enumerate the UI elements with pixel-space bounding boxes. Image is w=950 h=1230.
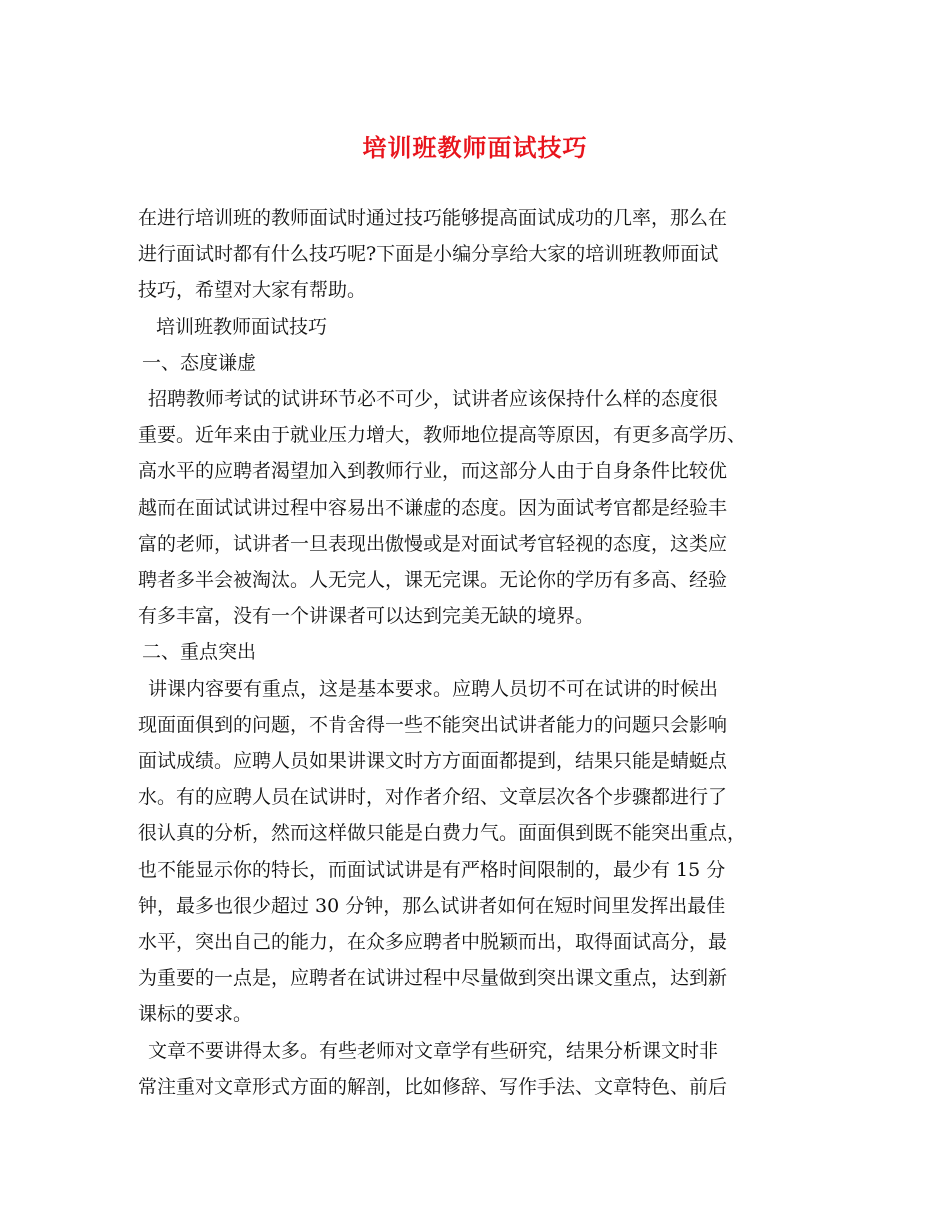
text-line: 有多丰富，没有一个讲课者可以达到完美无缺的境界。 bbox=[138, 605, 595, 628]
text-line: 重要。近年来由于就业压力增大，教师地位提高等原因，有更多高学历、 bbox=[138, 424, 747, 447]
text-line: 现面面俱到的问题，不肯舍得一些不能突出试讲者能力的问题只会影响 bbox=[138, 713, 728, 736]
text-line: 也不能显示你的特长，而面试试讲是有严格时间限制的，最少有 15 分 bbox=[138, 858, 726, 881]
text-line: 常注重对文章形式方面的解剖，比如修辞、写作手法、文章特色、前后 bbox=[138, 1075, 728, 1098]
document-body bbox=[138, 200, 828, 1105]
text-line: 面试成绩。应聘人员如果讲课文时方方面面都提到，结果只能是蜻蜓点 bbox=[138, 750, 728, 773]
text-line: 聘者多半会被淘汰。人无完人，课无完课。无论你的学历有多高、经验 bbox=[138, 569, 728, 592]
text-line: 进行面试时都有什么技巧呢?下面是小编分享给大家的培训班教师面试 bbox=[138, 243, 719, 266]
text-line: 富的老师，试讲者一旦表现出傲慢或是对面试考官轻视的态度，这类应 bbox=[138, 532, 728, 555]
section-heading: 培训班教师面试技巧 bbox=[156, 315, 328, 338]
text-line: 在进行培训班的教师面试时通过技巧能够提高面试成功的几率，那么在 bbox=[138, 207, 728, 229]
text-line: 招聘教师考试的试讲环节必不可少，试讲者应该保持什么样的态度很 bbox=[148, 388, 719, 411]
text-line: 技巧，希望对大家有帮助。 bbox=[138, 279, 367, 302]
section-heading: 二、重点突出 bbox=[142, 641, 257, 664]
document-title: 培训班教师面试技巧 bbox=[362, 133, 588, 162]
text-line: 越而在面试试讲过程中容易出不谦虚的态度。因为面试考官都是经验丰 bbox=[138, 496, 728, 519]
text-line: 水。有的应聘人员在试讲时，对作者介绍、文章层次各个步骤都进行了 bbox=[138, 786, 728, 809]
text-line: 为重要的一点是，应聘者在试讲过程中尽量做到突出课文重点，达到新 bbox=[138, 967, 728, 990]
text-line: 很认真的分析，然而这样做只能是白费力气。面面俱到既不能突出重点， bbox=[138, 822, 747, 845]
text-line: 讲课内容要有重点，这是基本要求。应聘人员切不可在试讲的时候出 bbox=[148, 677, 719, 700]
text-line: 文章不要讲得太多。有些老师对文章学有些研究，结果分析课文时非 bbox=[148, 1039, 719, 1062]
text-line: 高水平的应聘者渴望加入到教师行业，而这部分人由于自身条件比较优 bbox=[138, 460, 728, 483]
text-line: 钟，最多也很少超过 30 分钟，那么试讲者如何在短时间里发挥出最佳 bbox=[138, 894, 726, 917]
section-heading: 一、态度谦虚 bbox=[142, 351, 257, 374]
text-line: 水平，突出自己的能力，在众多应聘者中脱颖而出，取得面试高分，最 bbox=[138, 931, 728, 954]
text-line: 课标的要求。 bbox=[138, 1003, 253, 1026]
